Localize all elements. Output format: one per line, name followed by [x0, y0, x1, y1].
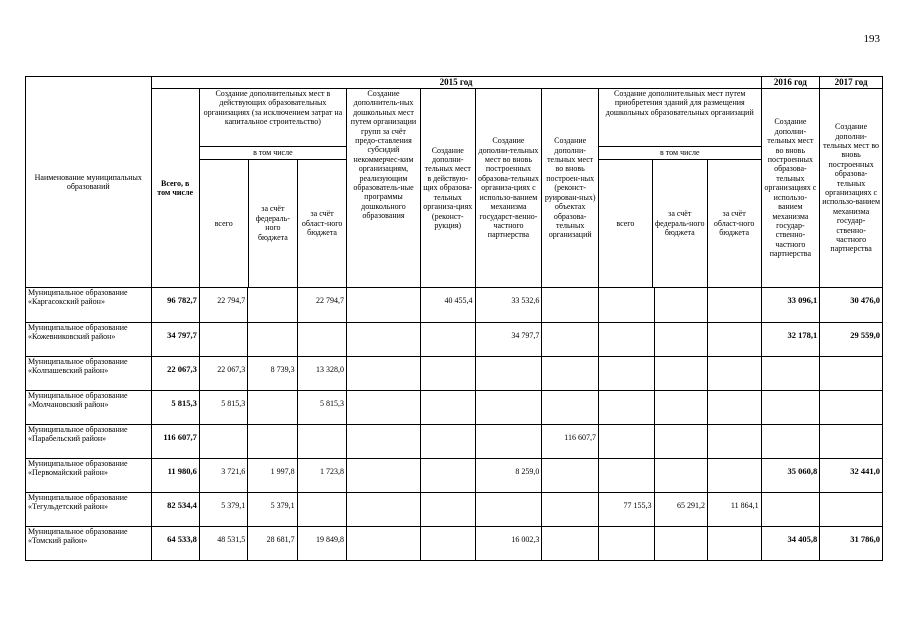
- row-total: 82 534,4: [151, 493, 199, 527]
- cell: [707, 527, 761, 561]
- cell: [598, 323, 654, 357]
- cell: 1 997,8: [248, 459, 297, 493]
- cell: [542, 493, 599, 527]
- row-name: Муниципальное образование «Колпашевский район»: [26, 357, 152, 391]
- header-col-ppp: Создание дополни-тельных мест во вновь построенных образова-тельных организа-циях с использо-ванием механизма государст-венно-частного партнерства: [475, 89, 542, 288]
- header-year-2015: 2015 год: [151, 77, 761, 89]
- cell: 5 379,1: [248, 493, 297, 527]
- page-number: 193: [863, 33, 880, 45]
- cell: [421, 459, 476, 493]
- cell: 1 723,8: [297, 459, 346, 493]
- cell: 13 328,0: [297, 357, 346, 391]
- cell: [346, 391, 420, 425]
- cell: [297, 323, 346, 357]
- cell: [346, 493, 420, 527]
- cell: [421, 391, 476, 425]
- cell-2017: [820, 425, 883, 459]
- cell: 28 681,7: [248, 527, 297, 561]
- table-row: [26, 357, 883, 391]
- cell: [297, 493, 346, 527]
- cell: [346, 425, 420, 459]
- row-name: Муниципальное образование «Тегульдетский район»: [26, 493, 152, 527]
- cell: [542, 357, 599, 391]
- header-col-reconstruction: Создание дополни-тельных мест в действую-щих образова-тельных организа-циях (реконст-рукция): [421, 89, 476, 288]
- row-total: 22 067,3: [151, 357, 199, 391]
- cell: [346, 459, 420, 493]
- cell: 8 739,3: [248, 357, 297, 391]
- cell: [248, 391, 297, 425]
- cell: [654, 323, 707, 357]
- header-col-groups: Создание дополнитель-ных дошкольных мест путем организации групп за счёт предо-ставления субсидий некоммерчес-ким организациям, реализующим образователь-ные программы дошкольного образования: [346, 89, 420, 288]
- cell: [421, 425, 476, 459]
- header-all-2: всего: [599, 159, 652, 287]
- cell: 48 531,5: [199, 527, 247, 561]
- header-group-buildings: Создание дополнительных мест путем приобретения зданий для размещения дошкольных образовательных организаций: [598, 89, 761, 147]
- cell: [598, 527, 654, 561]
- table-row: [26, 288, 883, 323]
- cell: [248, 323, 297, 357]
- cell: [707, 459, 761, 493]
- cell-2017: 31 786,0: [820, 527, 883, 561]
- cell: 33 532,6: [475, 288, 542, 323]
- cell: [421, 357, 476, 391]
- cell-2016: [761, 357, 820, 391]
- cell: 77 155,3: [598, 493, 654, 527]
- header-year-2016: 2016 год: [761, 77, 820, 89]
- cell-2016: 35 060,8: [761, 459, 820, 493]
- header-total: Всего, в том числе: [151, 89, 199, 288]
- header-year-2017: 2017 год: [820, 77, 883, 89]
- cell: [346, 357, 420, 391]
- cell: [707, 425, 761, 459]
- header-federal: за счёт федераль-ного бюджета: [248, 159, 298, 287]
- header-regional: за счёт област-ного бюджета: [301, 209, 343, 237]
- header-subgroup-buildings: [598, 147, 761, 288]
- cell: 40 455,4: [421, 288, 476, 323]
- cell: [346, 288, 420, 323]
- cell-2016: 34 405,8: [761, 527, 820, 561]
- table-row: [26, 527, 883, 561]
- cell: 11 864,1: [707, 493, 761, 527]
- cell: 22 794,7: [297, 288, 346, 323]
- cell-2017: [820, 391, 883, 425]
- header-in-that: в том числе: [200, 147, 346, 159]
- cell: 19 849,8: [297, 527, 346, 561]
- cell-2017: [820, 493, 883, 527]
- cell: [654, 527, 707, 561]
- header-group-existing: Создание дополнительных мест в действующих образовательных организациях (за исключением затрат на капитальное строительство): [199, 89, 346, 147]
- header-name-col: Наименование муниципальных образований: [26, 77, 152, 288]
- row-total: 11 980,6: [151, 459, 199, 493]
- cell: [475, 357, 542, 391]
- cell: 5 379,1: [199, 493, 247, 527]
- header-col-2016: Создание дополни-тельных мест во вновь построенных образова-тельных организациях с использо-ванием механизма государ-ственно-частного партнерства: [761, 89, 820, 288]
- cell-2016: 33 096,1: [761, 288, 820, 323]
- table-row: [26, 459, 883, 493]
- cell: [542, 288, 599, 323]
- table-row: [26, 425, 883, 459]
- cell-2017: 30 476,0: [820, 288, 883, 323]
- header-col-2017: Создание дополни-тельных мест во вновь построенных образова-тельных организациях с использо-ванием механизма государ-ственно-частного партнерства: [820, 89, 883, 288]
- cell: [421, 493, 476, 527]
- cell: 22 067,3: [199, 357, 247, 391]
- cell: [248, 288, 297, 323]
- cell: [654, 425, 707, 459]
- cell: [475, 425, 542, 459]
- cell: [707, 323, 761, 357]
- cell: [654, 459, 707, 493]
- cell: 5 815,3: [297, 391, 346, 425]
- table-row: [26, 493, 883, 527]
- cell: 65 291,2: [654, 493, 707, 527]
- header-col-new-objects: Создание дополни-тельных мест во вновь построен-ных (реконст-руирован-ных) объектах образова-тельных организаций: [542, 89, 599, 288]
- row-name: Муниципальное образование «Кожевниковский район»: [26, 323, 152, 357]
- row-total: 5 815,3: [151, 391, 199, 425]
- cell-2016: [761, 493, 820, 527]
- cell-2016: 32 178,1: [761, 323, 820, 357]
- cell: [598, 357, 654, 391]
- cell: [421, 323, 476, 357]
- table-row: [26, 391, 883, 425]
- cell: [542, 391, 599, 425]
- cell: [199, 425, 247, 459]
- funding-table: [25, 76, 883, 561]
- header-subgroup-existing: [199, 147, 346, 288]
- cell: [421, 527, 476, 561]
- row-total: 116 607,7: [151, 425, 199, 459]
- cell: 3 721,6: [199, 459, 247, 493]
- header-in-that-2: в том числе: [599, 147, 761, 159]
- row-name: Муниципальное образование «Каргасокский район»: [26, 288, 152, 323]
- cell-2016: [761, 425, 820, 459]
- cell: [297, 425, 346, 459]
- row-name: Муниципальное образование «Первомайский район»: [26, 459, 152, 493]
- cell: [654, 288, 707, 323]
- cell: [542, 459, 599, 493]
- cell: 34 797,7: [475, 323, 542, 357]
- cell: [346, 323, 420, 357]
- row-total: 96 782,7: [151, 288, 199, 323]
- cell: [598, 459, 654, 493]
- cell: 16 002,3: [475, 527, 542, 561]
- header-regional-2: за счёт област-ного бюджета: [713, 209, 755, 237]
- cell: [598, 425, 654, 459]
- cell: [248, 425, 297, 459]
- cell: [654, 391, 707, 425]
- cell: [199, 323, 247, 357]
- cell: [598, 288, 654, 323]
- cell: 116 607,7: [542, 425, 599, 459]
- cell-2016: [761, 391, 820, 425]
- row-name: Муниципальное образование «Парабельский район»: [26, 425, 152, 459]
- cell: [542, 323, 599, 357]
- row-name: Муниципальное образование «Молчановский район»: [26, 391, 152, 425]
- row-name: Муниципальное образование «Томский район»: [26, 527, 152, 561]
- cell: [346, 527, 420, 561]
- cell: [475, 493, 542, 527]
- cell: [707, 357, 761, 391]
- header-federal-2: за счёт федераль-ного бюджета: [652, 159, 707, 287]
- cell: 22 794,7: [199, 288, 247, 323]
- cell-2017: 29 559,0: [820, 323, 883, 357]
- table-row: [26, 323, 883, 357]
- row-total: 64 533,8: [151, 527, 199, 561]
- cell: [475, 391, 542, 425]
- cell: [707, 391, 761, 425]
- cell: [707, 288, 761, 323]
- cell: [654, 357, 707, 391]
- header-all: всего: [200, 159, 248, 287]
- cell: 5 815,3: [199, 391, 247, 425]
- cell-2017: [820, 357, 883, 391]
- cell-2017: 32 441,0: [820, 459, 883, 493]
- cell: [542, 527, 599, 561]
- cell: 8 259,0: [475, 459, 542, 493]
- cell: [598, 391, 654, 425]
- row-total: 34 797,7: [151, 323, 199, 357]
